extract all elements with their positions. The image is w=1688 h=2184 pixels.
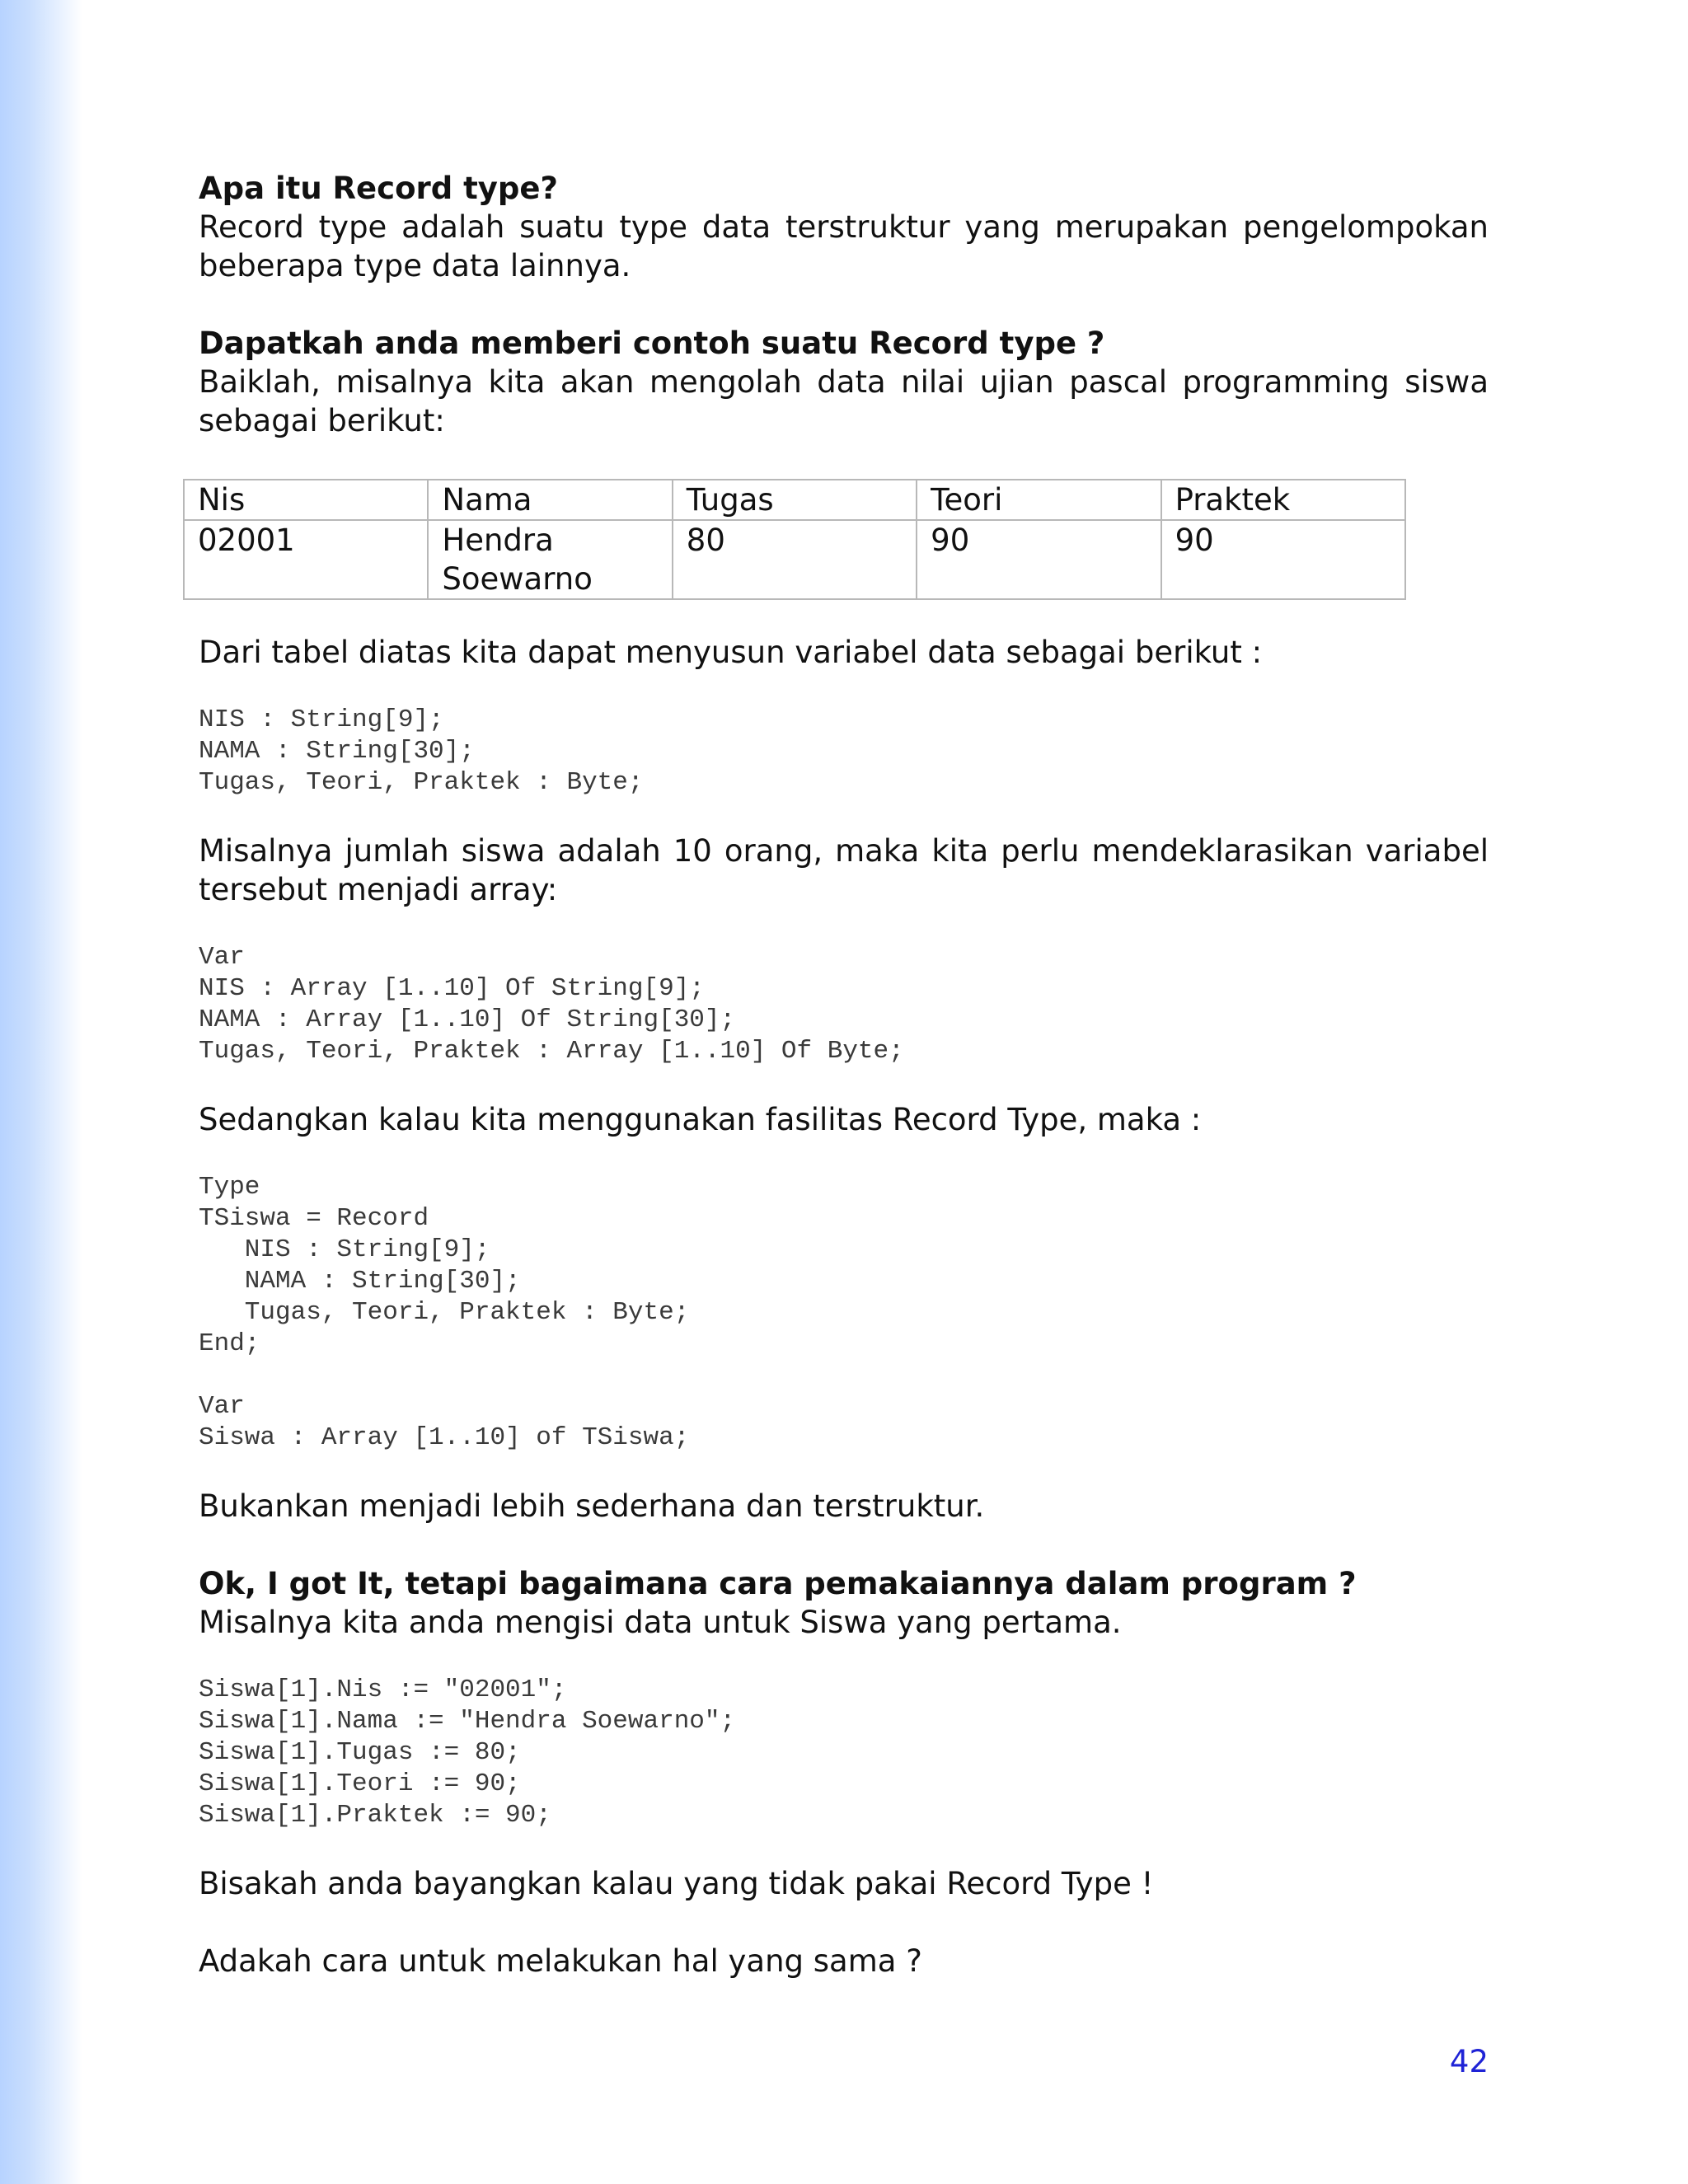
code-line: Tugas, Teori, Praktek : Byte;	[199, 1298, 690, 1327]
paragraph-question: Adakah cara untuk melakukan hal yang sama ?	[199, 1943, 922, 1979]
code-line: NIS : String[9];	[199, 705, 444, 734]
code-line	[199, 1360, 1489, 1391]
column-header-teori: Teori	[917, 480, 1160, 520]
code-line: Siswa[1].Praktek := 90;	[199, 1801, 551, 1830]
table-header-row	[184, 480, 1405, 520]
section-heading-record-type: Apa itu Record type?	[199, 171, 558, 206]
section-heading-example: Dapatkah anda memberi contoh suatu Record type ?	[199, 326, 1105, 361]
code-block-array	[199, 942, 1489, 1067]
paragraph-imagine: Bisakah anda bayangkan kalau yang tidak pakai Record Type !	[199, 1866, 1154, 1901]
paragraph-record-definition: Record type adalah suatu type data terstruktur yang merupakan pengelompokan beberapa type data lainnya.	[199, 209, 1489, 284]
code-line: Siswa[1].Teori := 90;	[199, 1769, 521, 1798]
paragraph-variables-intro: Dari tabel diatas kita dapat menyusun variabel data sebagai berikut :	[199, 635, 1263, 670]
paragraph-record-intro: Sedangkan kalau kita menggunakan fasilitas Record Type, maka :	[199, 1102, 1202, 1137]
paragraph-usage-intro: Misalnya kita anda mengisi data untuk Siswa yang pertama.	[199, 1605, 1122, 1640]
code-block-record-type	[199, 1172, 1489, 1454]
paragraph-array-intro: Misalnya jumlah siswa adalah 10 orang, maka kita perlu mendeklarasikan variabel tersebut menjadi array:	[199, 833, 1489, 907]
code-line: Siswa[1].Nama := "Hendra Soewarno";	[199, 1707, 736, 1736]
code-block-variables	[199, 705, 1489, 799]
table-cell-teori: 90	[917, 520, 1160, 599]
code-line: Siswa[1].Nis := "02001";	[199, 1675, 567, 1704]
page-content	[199, 169, 1489, 1980]
code-line: NIS : Array [1..10] Of String[9];	[199, 974, 705, 1003]
code-line: Type	[199, 1173, 260, 1202]
column-header-tugas: Tugas	[673, 480, 917, 520]
table-cell-nis: 02001	[184, 520, 428, 599]
student-score-table	[183, 479, 1406, 600]
column-header-praktek: Praktek	[1161, 480, 1405, 520]
code-line: NIS : String[9];	[199, 1235, 490, 1264]
code-line: Siswa : Array [1..10] of TSiswa;	[199, 1423, 690, 1452]
code-line: Tugas, Teori, Praktek : Byte;	[199, 768, 644, 797]
column-header-nama: Nama	[428, 480, 672, 520]
table-cell-praktek: 90	[1161, 520, 1405, 599]
section-heading-usage: Ok, I got It, tetapi bagaimana cara pemakaiannya dalam program ?	[199, 1566, 1357, 1601]
code-block-assignment	[199, 1675, 1489, 1831]
page-number: 42	[1449, 2044, 1489, 2079]
table-row	[184, 520, 1405, 599]
code-line: TSiswa = Record	[199, 1204, 429, 1233]
code-line: End;	[199, 1329, 260, 1358]
table-cell-nama: Hendra Soewarno	[428, 520, 672, 599]
paragraph-example-intro: Baiklah, misalnya kita akan mengolah data nilai ujian pascal programming siswa sebagai berikut:	[199, 364, 1489, 438]
code-line: NAMA : String[30];	[199, 737, 475, 766]
column-header-nis: Nis	[184, 480, 428, 520]
code-line: NAMA : Array [1..10] Of String[30];	[199, 1005, 736, 1034]
paragraph-simpler: Bukankan menjadi lebih sederhana dan terstruktur.	[199, 1488, 985, 1524]
code-line: Var	[199, 943, 245, 972]
code-line: Tugas, Teori, Praktek : Array [1..10] Of Byte;	[199, 1037, 904, 1066]
code-line: NAMA : String[30];	[199, 1267, 521, 1296]
table-cell-tugas: 80	[673, 520, 917, 599]
code-line: Var	[199, 1392, 245, 1421]
decorative-side-band	[0, 0, 82, 2184]
code-line: Siswa[1].Tugas := 80;	[199, 1738, 521, 1767]
